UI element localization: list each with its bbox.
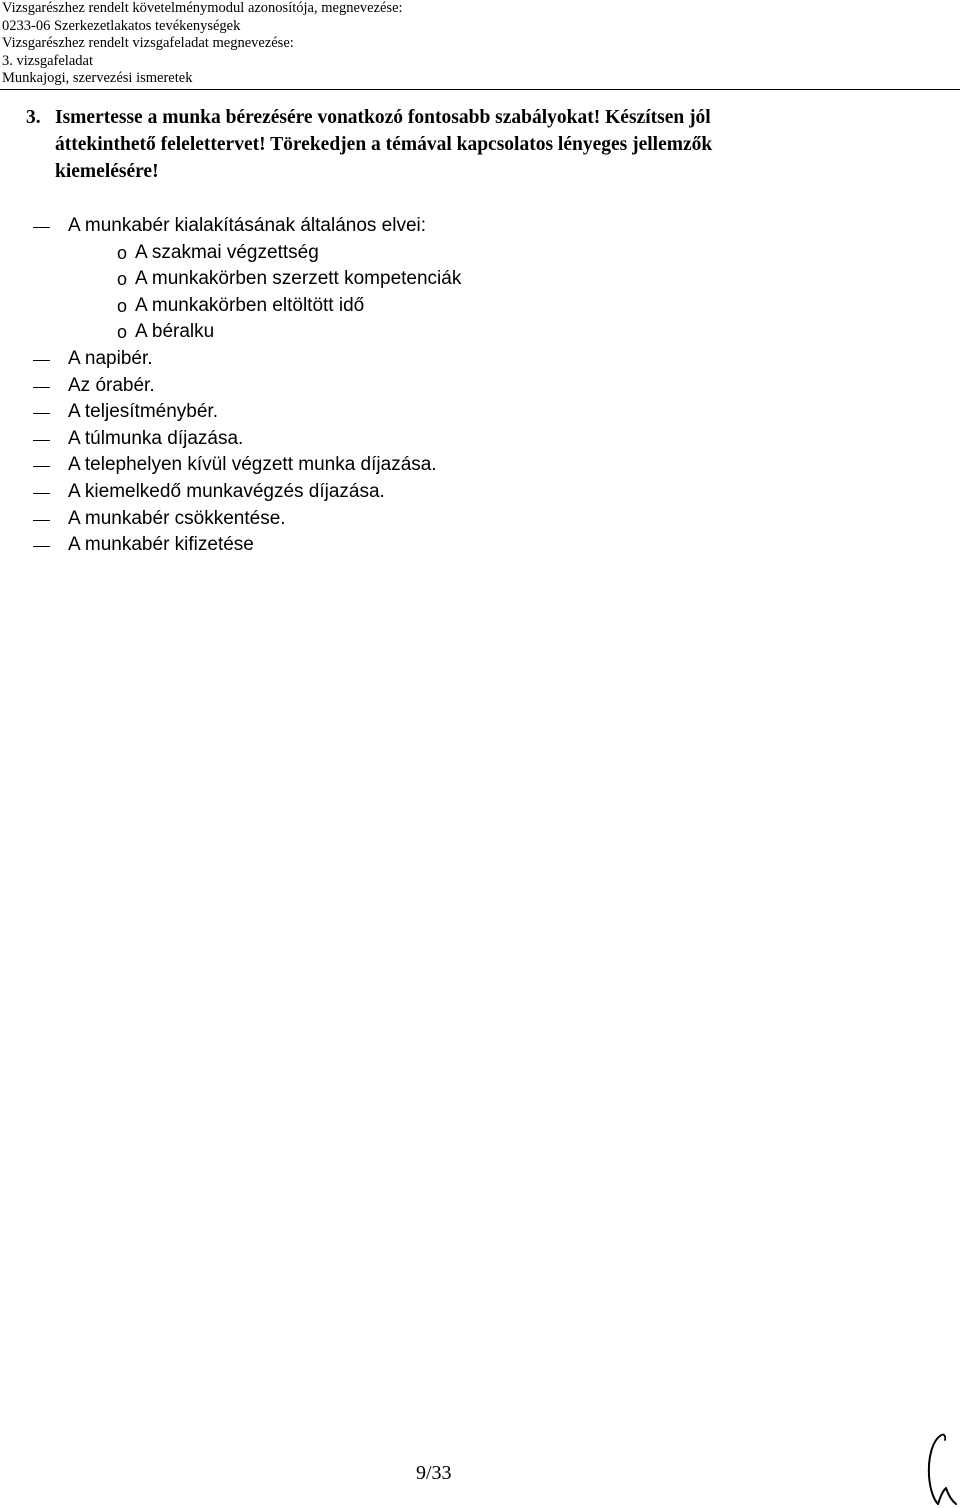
header-divider <box>0 89 960 90</box>
list-item-text: A munkabér kifizetése <box>68 534 254 556</box>
header-line-task-number: 3. vizsgafeladat <box>2 52 93 69</box>
answer-outline <box>0 213 960 559</box>
dash-bullet-icon <box>33 546 50 547</box>
signature-mark-icon <box>918 1428 958 1508</box>
header-line-task-label: Vizsgarészhez rendelt vizsgafeladat megnevezése: <box>2 35 294 52</box>
dash-bullet-icon <box>33 413 50 414</box>
sub-list-item <box>0 319 960 346</box>
dash-bullet-icon <box>33 360 50 361</box>
list-item <box>0 399 960 426</box>
sub-list-item <box>0 240 960 267</box>
question-block <box>26 104 926 185</box>
list-item-text: A teljesítménybér. <box>68 401 218 423</box>
sub-list-item <box>0 293 960 320</box>
header-line-task-name: Munkajogi, szervezési ismeretek <box>2 70 193 87</box>
list-item <box>0 532 960 559</box>
document-header <box>2 0 942 88</box>
header-line-module-label: Vizsgarészhez rendelt követelménymodul azonosítója, megnevezése: <box>2 0 403 16</box>
list-item-text: A kiemelkedő munkavégzés díjazása. <box>68 480 385 502</box>
dash-bullet-icon <box>33 466 50 467</box>
question-line-1 <box>26 104 926 131</box>
circle-bullet-icon: o <box>117 322 128 343</box>
list-item-text: A telephelyen kívül végzett munka díjazása. <box>68 454 437 476</box>
list-item <box>0 213 960 240</box>
dash-bullet-icon <box>33 440 50 441</box>
question-line-3: kiemelésére! <box>55 161 159 182</box>
sub-list-item-text: A béralku <box>135 321 215 343</box>
list-item <box>0 346 960 373</box>
list-item <box>0 452 960 479</box>
list-item <box>0 426 960 453</box>
question-text-1: Ismertesse a munka bérezésére vonatkozó fontosabb szabályokat! Készítsen jól <box>55 107 711 128</box>
list-item-text: A munkabér csökkentése. <box>68 507 286 529</box>
sub-list-item <box>0 266 960 293</box>
list-item-text: A munkabér kialakításának általános elvei: <box>68 215 427 236</box>
page-number: 9/33 <box>416 1462 452 1484</box>
list-item <box>0 479 960 506</box>
list-item-text: A napibér. <box>68 347 153 369</box>
dash-bullet-icon <box>33 520 50 521</box>
dash-bullet-icon <box>33 227 50 228</box>
sub-list-item-text: A munkakörben eltöltött idő <box>135 294 365 316</box>
list-item <box>0 506 960 533</box>
question-number: 3. <box>26 107 41 128</box>
list-item-text: Az órabér. <box>68 374 155 396</box>
dash-bullet-icon <box>33 493 50 494</box>
sub-list-item-text: A munkakörben szerzett kompetenciák <box>135 268 462 290</box>
circle-bullet-icon: o <box>117 242 128 263</box>
circle-bullet-icon: o <box>117 295 128 316</box>
question-line-2: áttekinthető felelettervet! Törekedjen a témával kapcsolatos lényeges jellemzők <box>55 134 713 155</box>
sub-list-item-text: A szakmai végzettség <box>135 241 319 263</box>
circle-bullet-icon: o <box>117 269 128 290</box>
list-item <box>0 373 960 400</box>
header-line-module-id: 0233-06 Szerkezetlakatos tevékenységek <box>2 17 241 34</box>
dash-bullet-icon <box>33 387 50 388</box>
list-item-text: A túlmunka díjazása. <box>68 427 244 449</box>
